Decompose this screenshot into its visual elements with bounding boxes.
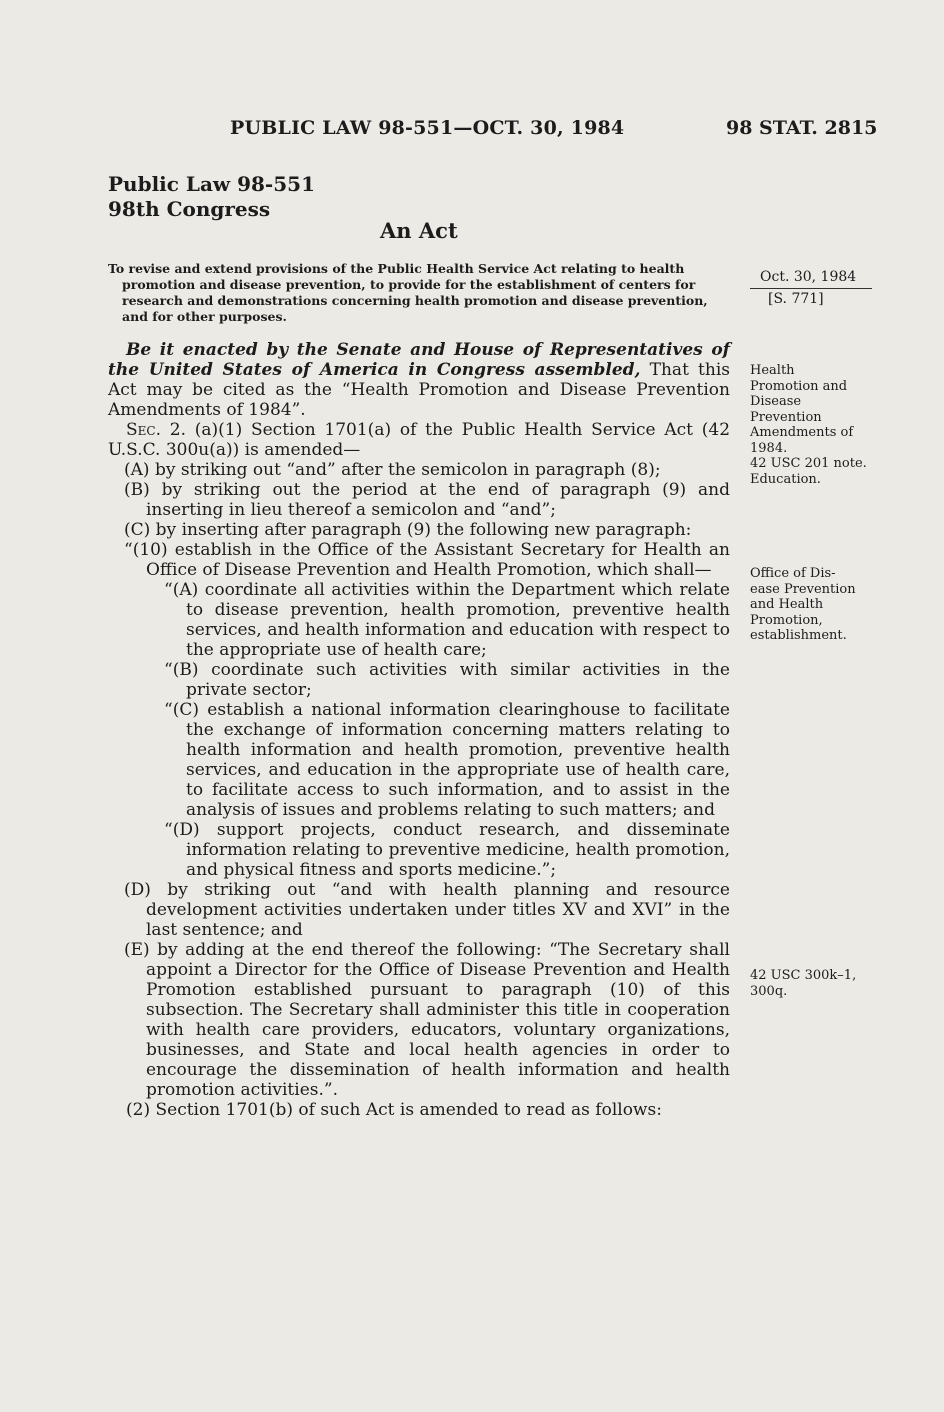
margin-line: 300q. xyxy=(750,983,788,999)
section-2-subsection-2: (2) Section 1701(b) of such Act is amended to read as follows: xyxy=(126,1100,662,1120)
clause-e: (E) by adding at the end thereof the following: “The Secretary shall appoint a Director for the Office of Disease Prevention and Health Promotion established pursuant to paragraph (10) of this subsection. The Secretary shall administer this title in cooperation with health care providers, educators, voluntary organizations, businesses, and State and local health agencies in order to encourage the dissemination of health information and health promotion activities.”. xyxy=(124,940,730,1100)
margin-note-usc xyxy=(750,968,856,999)
act-body xyxy=(108,340,730,1120)
clause-d: (D) by striking out “and with health planning and resource development activities undertaken under titles XV and XVI” in the last sentence; and xyxy=(124,880,730,940)
header-stat: 98 STAT. 2815 xyxy=(726,117,878,139)
margin-note-date xyxy=(750,267,872,309)
enacting-formula: Be it enacted by the Senate and House of Representatives of the United States of America in Congress assembled, xyxy=(108,340,730,380)
section-2-intro: 2. (a)(1) Section 1701(a) of the Public Health Service Act (42 U.S.C. 300u(a)) is amended— xyxy=(108,420,731,460)
bill-number: [S. 771] xyxy=(768,291,824,307)
margin-line: Office of Dis- xyxy=(750,566,836,581)
margin-line: Disease xyxy=(750,394,802,409)
margin-line: 42 USC 300k–1, xyxy=(750,968,857,983)
paragraph-10-c: “(C) establish a national information clearinghouse to facilitate the exchange of information concerning matters relating to health information and health promotion, preventive health services, and education in the appropriate use of health care, to facilitate access to such information, and to assist in the analysis of issues and problems relating to such matters; and xyxy=(164,700,730,820)
short-title: That this Act may be cited as the “Health Promotion and Disease Prevention Amendments of 1984”. xyxy=(108,360,730,420)
margin-line: Prevention xyxy=(750,409,822,425)
enactment-date: Oct. 30, 1984 xyxy=(760,269,857,285)
margin-line: Promotion and xyxy=(750,378,848,394)
margin-line: Promotion, xyxy=(750,612,823,628)
margin-line: Amendments of xyxy=(750,425,854,440)
section-2 xyxy=(108,420,730,460)
margin-line: 42 USC 201 note. xyxy=(750,456,867,471)
margin-line: 1984. xyxy=(750,440,788,456)
clause-a: (A) by striking out “and” after the semicolon in paragraph (8); xyxy=(124,460,661,480)
paragraph-10-a: “(A) coordinate all activities within the Department which relate to disease prevention, health promotion, preventive health services, and health information and education with respect to the appropriate use of health care; xyxy=(164,580,730,660)
paragraph-10: “(10) establish in the Office of the Assistant Secretary for Health an Office of Disease Prevention and Health Promotion, which shall— xyxy=(124,540,730,580)
page-header xyxy=(0,117,944,145)
congress: 98th Congress xyxy=(108,197,271,221)
margin-line: Education. xyxy=(750,471,821,487)
clause-c: (C) by inserting after paragraph (9) the following new paragraph: xyxy=(124,520,692,540)
paragraph-10-d: “(D) support projects, conduct research, and disseminate information relating to preventive medicine, health promotion, and physical fitness and sports medicine.”; xyxy=(164,820,730,880)
header-title: PUBLIC LAW 98-551—OCT. 30, 1984 xyxy=(230,117,625,139)
law-identifier xyxy=(108,172,315,222)
act-title: An Act xyxy=(380,218,458,243)
margin-line: and Health xyxy=(750,597,824,612)
margin-note-office xyxy=(750,566,856,644)
margin-line: ease Prevention xyxy=(750,581,856,597)
act-purpose xyxy=(108,261,728,325)
margin-line: Health xyxy=(750,363,795,378)
purpose-text: To revise and extend provisions of the Public Health Service Act relating to health promotion and disease prevention, to provide for the establishment of centers for research and demonstrations concerning health promotion and disease prevention, and for other purposes. xyxy=(108,261,708,324)
margin-line: establishment. xyxy=(750,628,847,643)
clause-b: (B) by striking out the period at the end of paragraph (9) and inserting in lieu thereof a semicolon and “and”; xyxy=(124,480,730,520)
bleed-through-text xyxy=(430,160,435,180)
paragraph-10-b: “(B) coordinate such activities with similar activities in the private sector; xyxy=(164,660,730,700)
enacting-clause xyxy=(108,340,730,420)
margin-note-health xyxy=(750,363,867,487)
section-label: Sec. xyxy=(126,420,161,440)
law-number: Public Law 98-551 xyxy=(108,172,315,196)
